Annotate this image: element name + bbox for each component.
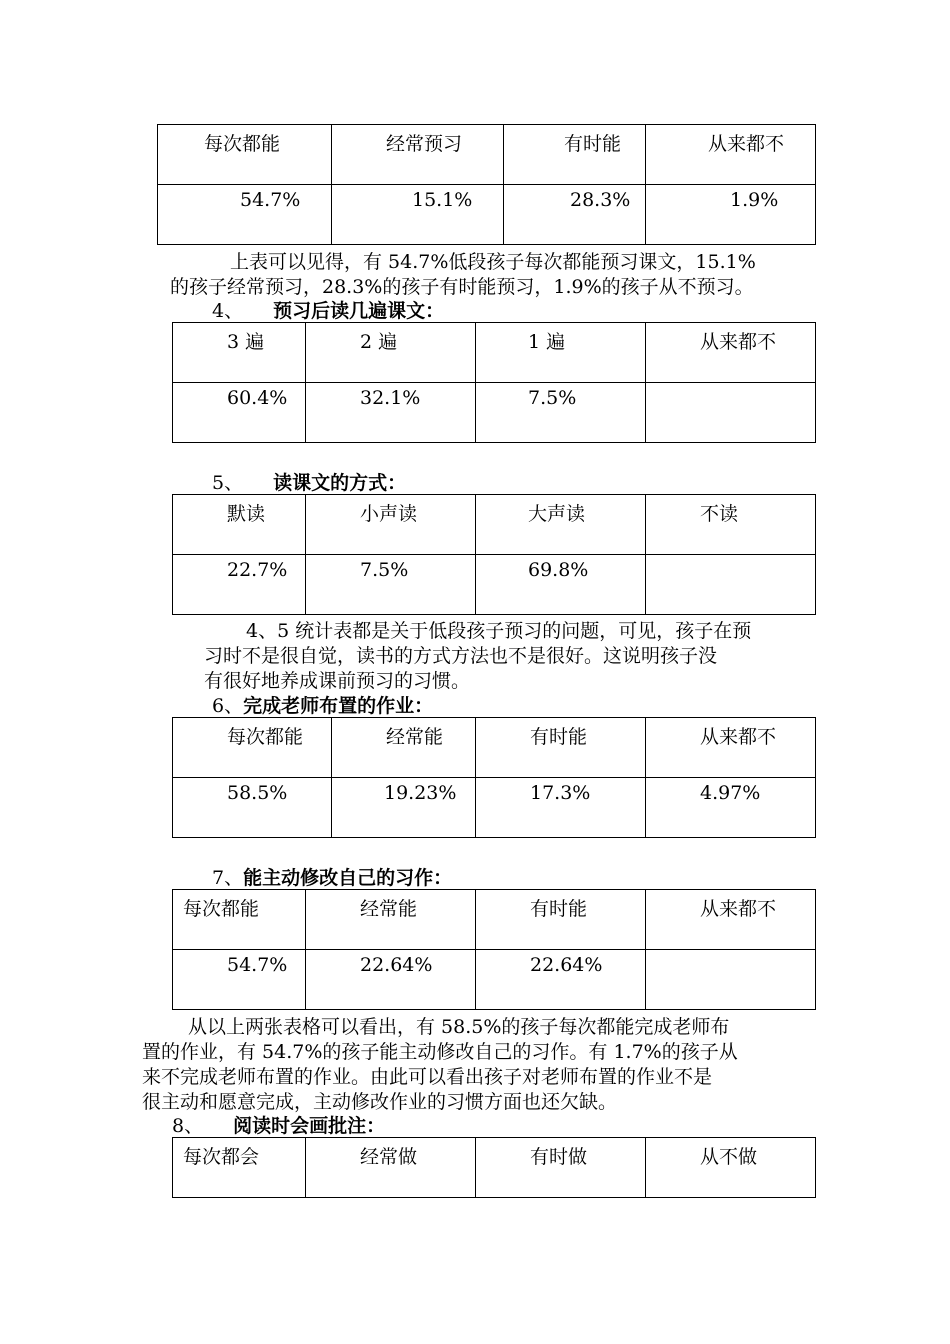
table-row xyxy=(173,778,816,838)
table-cell: 从来都不 xyxy=(646,718,816,778)
table-annotation xyxy=(172,1137,816,1198)
table-cell: 从来都不 xyxy=(646,890,816,950)
table-cell: 默读 xyxy=(173,495,306,555)
table-cell: 有时能 xyxy=(476,890,646,950)
table-read-count xyxy=(172,322,816,443)
table-cell: 有时做 xyxy=(476,1138,646,1198)
table-cell: 4.97% xyxy=(646,778,816,838)
table-header-row xyxy=(173,323,816,383)
table-cell: 小声读 xyxy=(306,495,476,555)
table-reading-method xyxy=(172,494,816,615)
paragraph-summary-3-cont: 置的作业，有 54.7%的孩子能主动修改自己的习作。有 1.7%的孩子从 xyxy=(142,1041,738,1063)
table-cell: 54.7% xyxy=(173,950,306,1010)
table-cell: 22.64% xyxy=(476,950,646,1010)
table-row xyxy=(173,555,816,615)
table-cell: 1.9% xyxy=(646,185,816,245)
section-heading-8: 8、 阅读时会画批注： xyxy=(172,1115,386,1137)
table-row xyxy=(158,185,816,245)
table-cell: 经常做 xyxy=(306,1138,476,1198)
table-cell: 54.7% xyxy=(158,185,332,245)
table-cell: 19.23% xyxy=(332,778,476,838)
table-cell: 从来都不 xyxy=(646,125,816,185)
paragraph-summary-1: 上表可以见得，有 54.7%低段孩子每次都能预习课文，15.1% xyxy=(230,251,756,273)
table-cell: 不读 xyxy=(646,495,816,555)
table-cell: 22.64% xyxy=(306,950,476,1010)
table-row xyxy=(173,383,816,443)
table-cell: 有时能 xyxy=(476,718,646,778)
table-cell: 22.7% xyxy=(173,555,306,615)
table-cell: 3 遍 xyxy=(173,323,306,383)
paragraph-summary-1-cont: 的孩子经常预习，28.3%的孩子有时能预习，1.9%的孩子从不预习。 xyxy=(170,276,754,298)
table-cell: 7.5% xyxy=(476,383,646,443)
table-cell: 大声读 xyxy=(476,495,646,555)
paragraph-summary-3-cont-2: 来不完成老师布置的作业。由此可以看出孩子对老师布置的作业不是 xyxy=(142,1066,713,1088)
table-cell: 每次都能 xyxy=(173,718,332,778)
table-header-row xyxy=(173,1138,816,1198)
table-header-row xyxy=(158,125,816,185)
paragraph-summary-3-end: 很主动和愿意完成，主动修改作业的习惯方面也还欠缺。 xyxy=(142,1091,618,1113)
table-cell: 28.3% xyxy=(504,185,646,245)
section-heading-6: 6、完成老师布置的作业： xyxy=(212,695,434,717)
paragraph-summary-3: 从以上两张表格可以看出，有 58.5%的孩子每次都能完成老师布 xyxy=(188,1016,730,1038)
table-cell: 每次都能 xyxy=(173,890,306,950)
paragraph-summary-2-end: 有很好地养成课前预习的习惯。 xyxy=(204,670,471,692)
table-header-row xyxy=(173,495,816,555)
table-cell: 经常预习 xyxy=(332,125,504,185)
table-row xyxy=(173,950,816,1010)
table-cell: 58.5% xyxy=(173,778,332,838)
table-cell xyxy=(646,950,816,1010)
table-cell: 2 遍 xyxy=(306,323,476,383)
table-cell xyxy=(646,383,816,443)
section-heading-4: 4、 预习后读几遍课文： xyxy=(212,300,445,322)
table-cell: 1 遍 xyxy=(476,323,646,383)
table-cell: 7.5% xyxy=(306,555,476,615)
table-cell: 经常能 xyxy=(332,718,476,778)
table-cell: 从来都不 xyxy=(646,323,816,383)
table-cell xyxy=(646,555,816,615)
table-cell: 每次都会 xyxy=(173,1138,306,1198)
table-cell: 经常能 xyxy=(306,890,476,950)
table-self-revision xyxy=(172,889,816,1010)
table-homework-completion xyxy=(172,717,816,838)
paragraph-summary-2-cont: 习时不是很自觉，读书的方式方法也不是很好。这说明孩子没 xyxy=(204,645,718,667)
table-header-row xyxy=(173,718,816,778)
table-cell: 17.3% xyxy=(476,778,646,838)
table-cell: 15.1% xyxy=(332,185,504,245)
table-cell: 69.8% xyxy=(476,555,646,615)
table-cell: 有时能 xyxy=(504,125,646,185)
section-heading-5: 5、 读课文的方式： xyxy=(212,472,407,494)
section-heading-7: 7、能主动修改自己的习作： xyxy=(212,867,453,889)
table-cell: 从不做 xyxy=(646,1138,816,1198)
table-preview-frequency xyxy=(157,124,816,245)
table-cell: 60.4% xyxy=(173,383,306,443)
paragraph-summary-2: 4、5 统计表都是关于低段孩子预习的问题，可见，孩子在预 xyxy=(246,620,752,642)
table-cell: 每次都能 xyxy=(158,125,332,185)
table-header-row xyxy=(173,890,816,950)
table-cell: 32.1% xyxy=(306,383,476,443)
